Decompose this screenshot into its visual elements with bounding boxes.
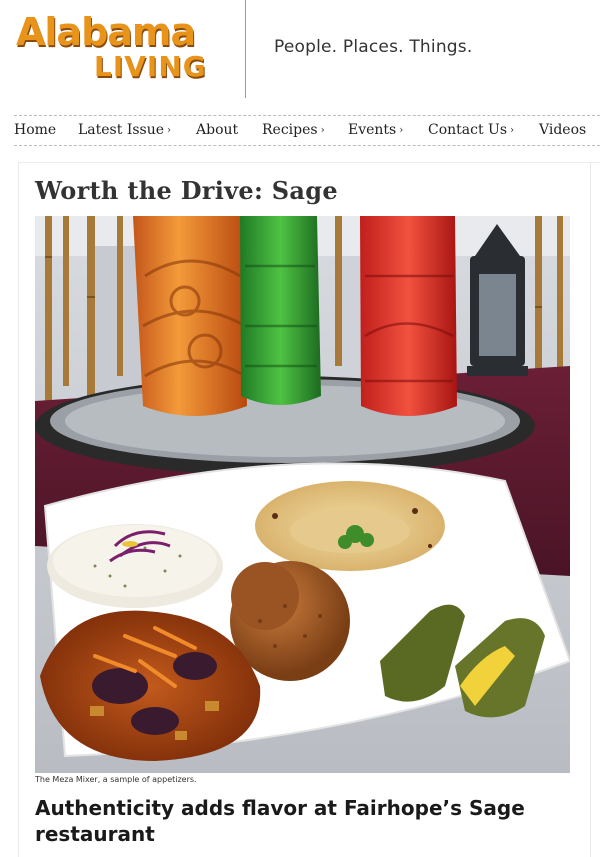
- nav-item-events[interactable]: [348, 122, 403, 138]
- chevron-right-icon: ›: [399, 125, 404, 136]
- article-headline[interactable]: Authenticity adds flavor at Fairhope’s Sage restaurant: [35, 796, 525, 846]
- logo-word-living: LIVING: [94, 50, 207, 83]
- chevron-right-icon: ›: [167, 125, 172, 136]
- nav-item-home[interactable]: [14, 122, 56, 138]
- site-logo[interactable]: [16, 10, 236, 86]
- nav-item-label: Recipes: [262, 122, 318, 138]
- nav-item-latest-issue[interactable]: [78, 122, 171, 138]
- nav-item-label: About: [196, 122, 239, 138]
- nav-item-label: Contact Us: [428, 122, 508, 138]
- nav-item-label: Home: [14, 122, 57, 138]
- header-divider: [245, 0, 246, 98]
- article-hero-image[interactable]: [35, 216, 570, 773]
- nav-item-label: Latest Issue: [78, 122, 165, 138]
- site-tagline: People. Places. Things.: [274, 37, 473, 57]
- nav-item-label: Events: [348, 122, 397, 138]
- nav-item-about[interactable]: [196, 122, 238, 138]
- image-caption: The Meza Mixer, a sample of appetizers.: [35, 775, 197, 784]
- article-title: Worth the Drive: Sage: [35, 176, 338, 205]
- nav-item-recipes[interactable]: [262, 122, 325, 138]
- nav-item-label: Videos: [539, 122, 587, 138]
- chevron-right-icon: ›: [320, 125, 325, 136]
- main-nav: [14, 115, 600, 146]
- chevron-right-icon: ›: [510, 125, 515, 136]
- logo-word-alabama: Alabama: [16, 10, 196, 54]
- sidebar-divider: [590, 162, 591, 857]
- nav-item-contact-us[interactable]: [428, 122, 514, 138]
- site-header: [0, 0, 600, 100]
- nav-item-videos[interactable]: [539, 122, 586, 138]
- meze-platter-photo: [35, 216, 570, 773]
